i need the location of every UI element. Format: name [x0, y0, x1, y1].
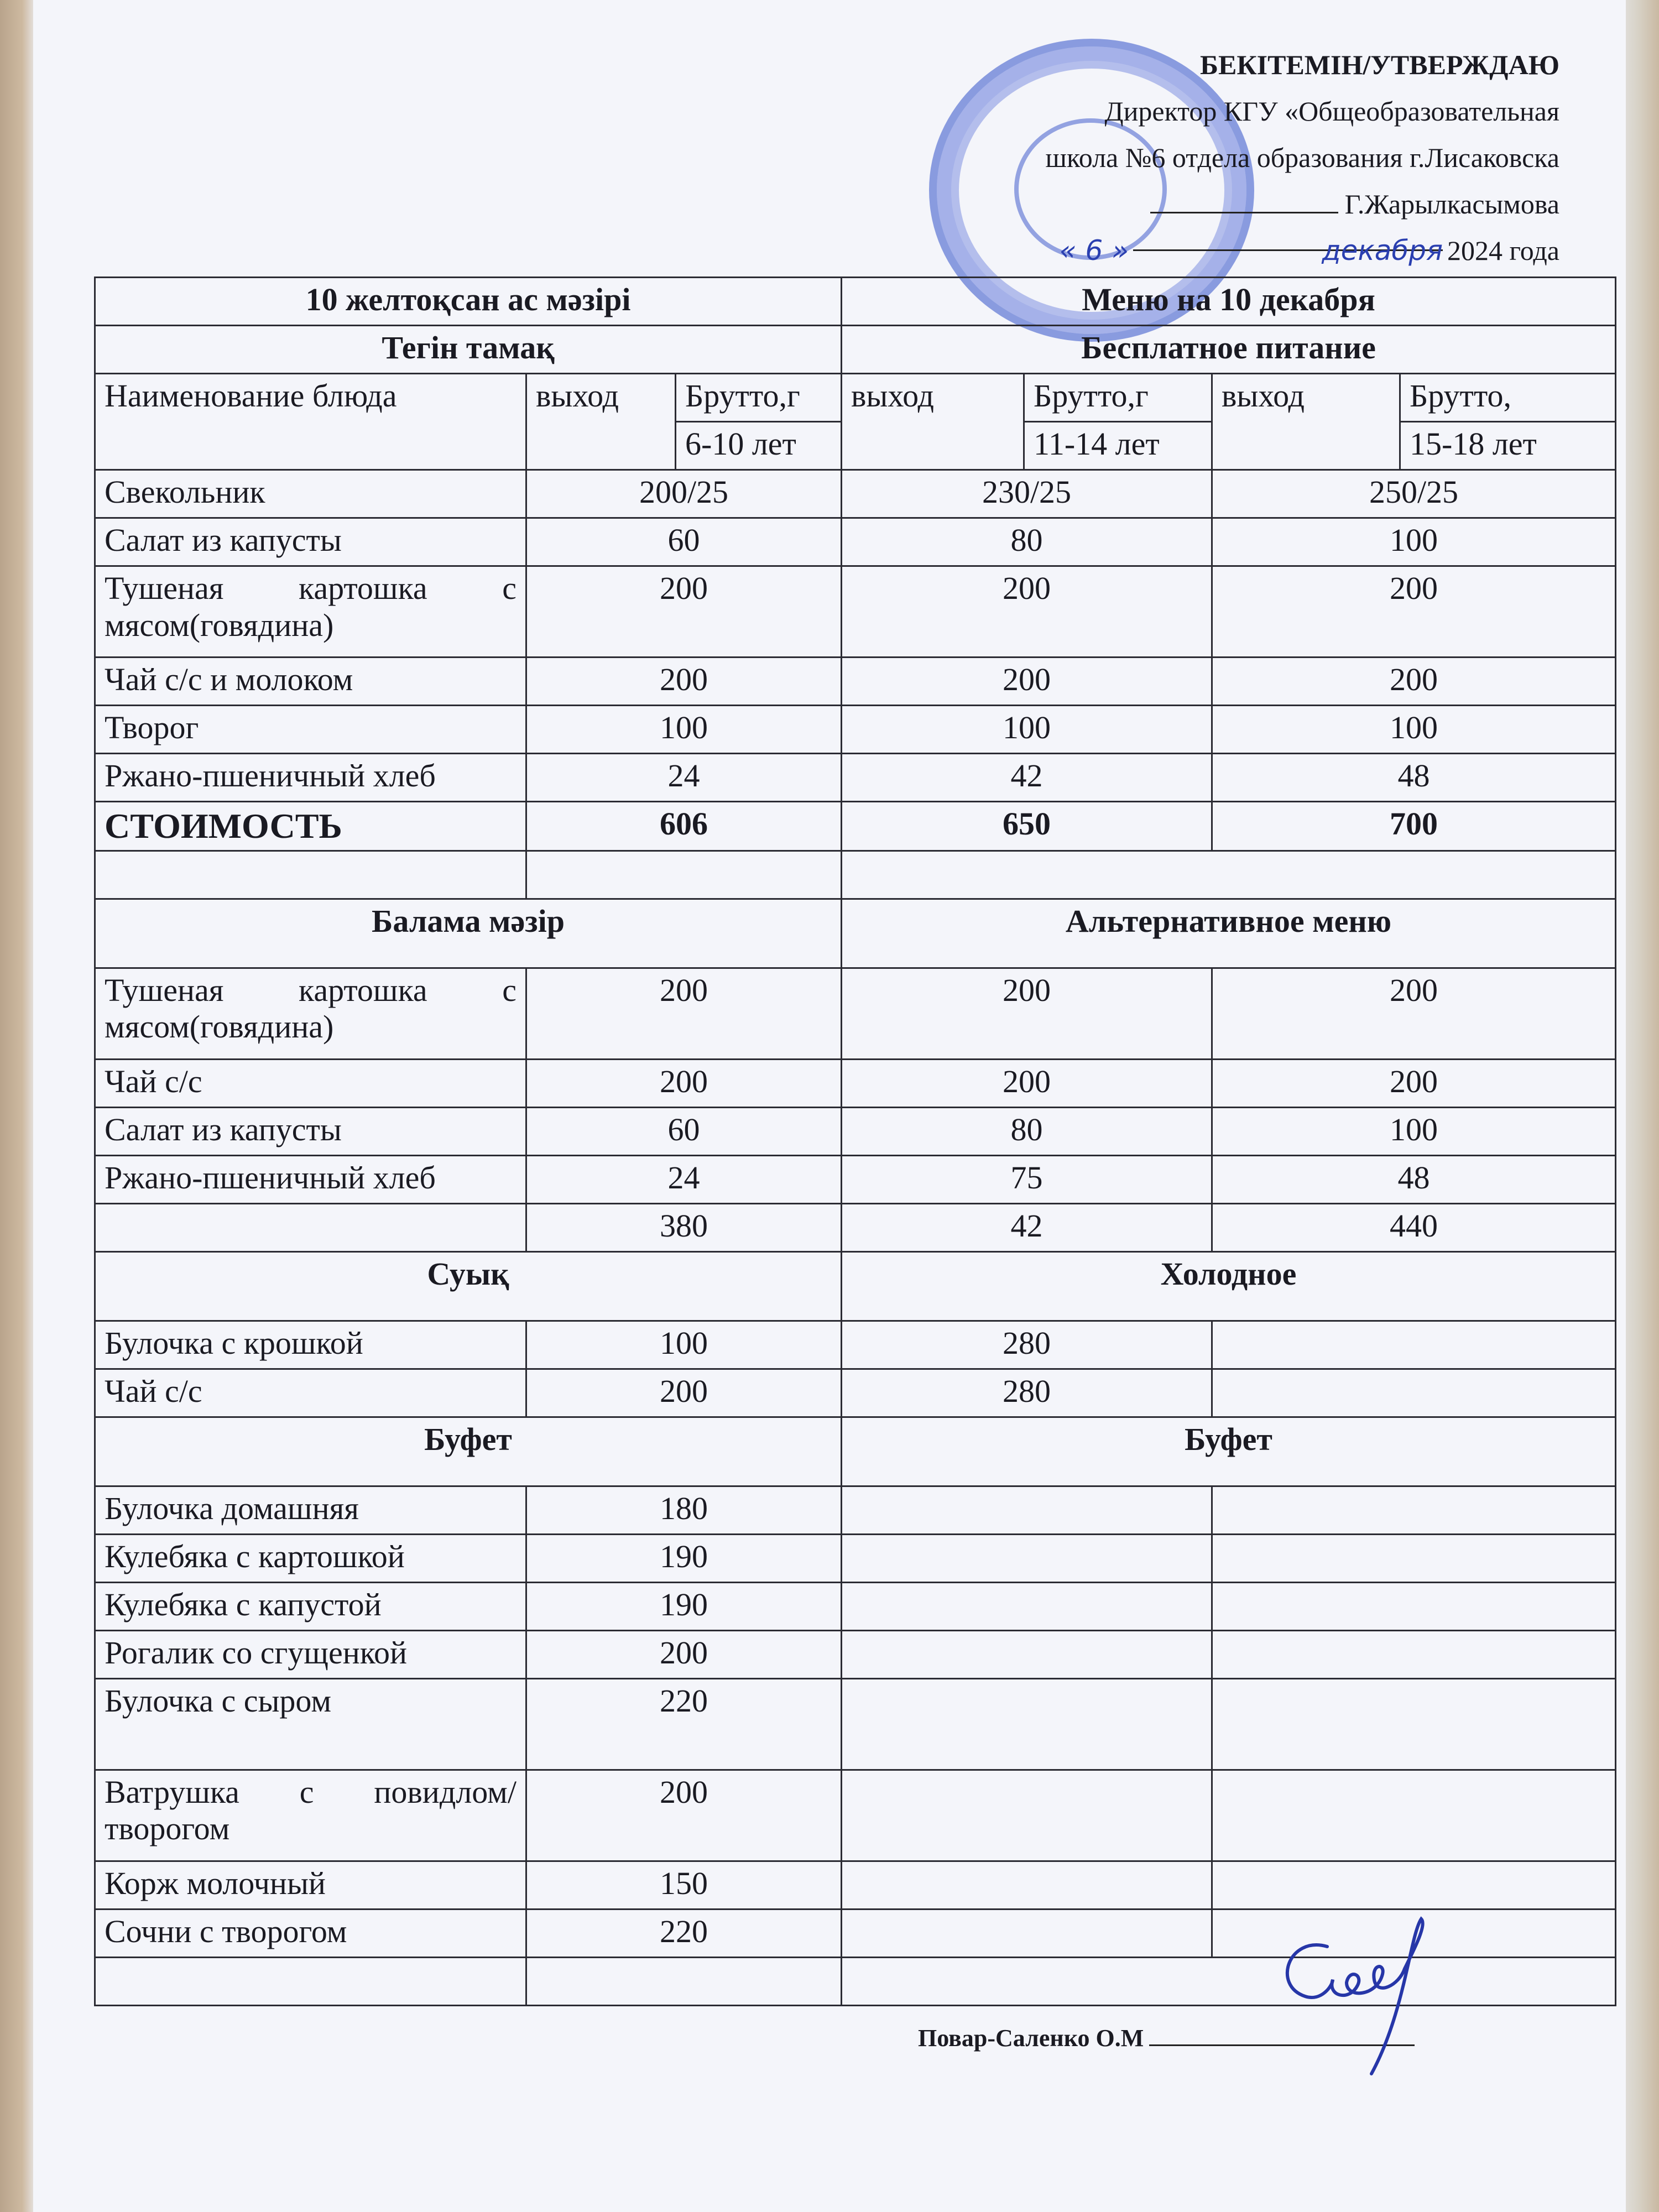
ru-free-meal: Бесплатное питание: [842, 326, 1616, 374]
empty-cell: [1212, 1678, 1616, 1770]
table-row: [95, 470, 1616, 518]
approval-block: [841, 41, 1559, 274]
table-row: [95, 1582, 1616, 1630]
buffet-ru: Буфет: [842, 1417, 1616, 1486]
col-dish-name: Наименование блюда: [95, 374, 526, 470]
empty-cell: [95, 851, 526, 899]
dish-name: Сочни с творогом: [95, 1909, 526, 1957]
portion: 180: [526, 1486, 842, 1534]
dish-name: Рогалик со сгущенкой: [95, 1630, 526, 1678]
col-brutto-1: Брутто,г: [676, 374, 842, 422]
date-year: 2024 года: [1447, 235, 1559, 266]
portion-11-14: 280: [842, 1321, 1212, 1369]
portion-11-14: 280: [842, 1369, 1212, 1417]
table-row: [95, 1678, 1616, 1770]
dish-name: Тушеная картошка с мясом(говядина): [95, 968, 526, 1059]
alt-menu-header-row: [95, 899, 1616, 968]
alt-total-11-14: 42: [842, 1203, 1212, 1251]
date-month: декабря: [1133, 227, 1443, 251]
menu-table: [94, 276, 1616, 2006]
empty-cell: [1212, 1582, 1616, 1630]
table-row: [95, 1486, 1616, 1534]
empty-cell: [842, 1630, 1212, 1678]
portion-6-10: 200: [526, 658, 842, 706]
portion-11-14: 80: [842, 518, 1212, 566]
empty-cell: [1212, 1486, 1616, 1534]
portion: 220: [526, 1678, 842, 1770]
dish-name: Творог: [95, 706, 526, 754]
age-6-10: 6-10 лет: [676, 422, 842, 470]
portion-11-14: 200: [842, 658, 1212, 706]
cost-row: [95, 802, 1616, 851]
portion-15-18: 200: [1212, 566, 1616, 658]
cold-ru: Холодное: [842, 1251, 1616, 1321]
empty-row: [95, 851, 1616, 899]
table-row: [95, 1630, 1616, 1678]
dish-name: Чай с/с: [95, 1369, 526, 1417]
dish-name: Тушеная картошка с мясом(говядина): [95, 566, 526, 658]
empty-cell: [842, 1678, 1212, 1770]
cook-name: Повар-Саленко О.М: [918, 2025, 1144, 2052]
portion-6-10: 100: [526, 706, 842, 754]
dish-name: Булочка с крошкой: [95, 1321, 526, 1369]
col-brutto-3: Брутто,: [1400, 374, 1616, 422]
alt-menu-ru: Альтернативное меню: [842, 899, 1616, 968]
alt-total-15-18: 440: [1212, 1203, 1616, 1251]
alt-menu-kz: Балама мәзір: [95, 899, 842, 968]
approval-line-1: Директор КГУ «Общеобразовательная: [1104, 96, 1559, 127]
approval-date-line: [841, 227, 1559, 274]
portion-11-14: 200: [842, 968, 1212, 1059]
buffet-header-row: [95, 1417, 1616, 1486]
cold-kz: Суық: [95, 1251, 842, 1321]
empty-cell: [526, 1957, 842, 2005]
portion-6-10: 24: [526, 754, 842, 802]
table-row: [95, 566, 1616, 658]
empty-cell: [95, 1957, 526, 2005]
portion-6-10: 60: [526, 1107, 842, 1155]
col-out-3: выход: [1212, 374, 1400, 470]
portion-6-10: 200: [526, 1059, 842, 1107]
portion-11-14: 200: [842, 1059, 1212, 1107]
dish-name: Ржано-пшеничный хлеб: [95, 1155, 526, 1203]
dish-name: Булочка домашняя: [95, 1486, 526, 1534]
empty-cell: [842, 1770, 1212, 1861]
empty-cell: [1212, 1369, 1616, 1417]
menu-title-row: [95, 278, 1616, 326]
portion-11-14: 200: [842, 566, 1212, 658]
table-row: [95, 1059, 1616, 1107]
portion-15-18: 200: [1212, 658, 1616, 706]
portion-15-18: 200: [1212, 968, 1616, 1059]
portion-15-18: 48: [1212, 1155, 1616, 1203]
portion-6-10: 100: [526, 1321, 842, 1369]
portion-15-18: 250/25: [1212, 470, 1616, 518]
age-15-18: 15-18 лет: [1400, 422, 1616, 470]
approval-title: БЕКІТЕМІН/УТВЕРЖДАЮ: [1199, 49, 1559, 80]
director-signature-line: [1150, 190, 1338, 213]
column-header-row: [95, 374, 1616, 422]
portion-11-14: 42: [842, 754, 1212, 802]
col-out-1: выход: [526, 374, 676, 470]
portion: 200: [526, 1770, 842, 1861]
dish-name: Ржано-пшеничный хлеб: [95, 754, 526, 802]
portion: 190: [526, 1582, 842, 1630]
dish-name: Корж молочный: [95, 1861, 526, 1909]
portion-11-14: 80: [842, 1107, 1212, 1155]
empty-cell: [842, 1534, 1212, 1582]
portion-15-18: 48: [1212, 754, 1616, 802]
empty-cell: [842, 1957, 1616, 2005]
portion-6-10: 200: [526, 1369, 842, 1417]
portion-11-14: 75: [842, 1155, 1212, 1203]
portion-6-10: 200/25: [526, 470, 842, 518]
table-row: [95, 658, 1616, 706]
dish-name: Булочка с сыром: [95, 1678, 526, 1770]
portion-6-10: 60: [526, 518, 842, 566]
col-out-2: выход: [842, 374, 1024, 470]
portion-15-18: 200: [1212, 1059, 1616, 1107]
empty-cell: [842, 1486, 1212, 1534]
dish-name: Чай с/с и молоком: [95, 658, 526, 706]
dish-name: Салат из капусты: [95, 518, 526, 566]
cost-6-10: 606: [526, 802, 842, 851]
age-11-14: 11-14 лет: [1024, 422, 1212, 470]
portion-15-18: 100: [1212, 1107, 1616, 1155]
dish-name: Кулебяка с картошкой: [95, 1534, 526, 1582]
dish-name: Ватрушка с повидлом/творогом: [95, 1770, 526, 1861]
cook-handwritten-signature: [1239, 1902, 1460, 2090]
approval-director-line: [841, 181, 1559, 227]
table-row: [95, 1770, 1616, 1861]
portion-6-10: 200: [526, 968, 842, 1059]
cold-header-row: [95, 1251, 1616, 1321]
table-row: [95, 1321, 1616, 1369]
portion-15-18: 100: [1212, 518, 1616, 566]
portion-6-10: 24: [526, 1155, 842, 1203]
portion: 200: [526, 1630, 842, 1678]
kz-title: 10 желтоқсан ас мәзірі: [95, 278, 842, 326]
empty-cell: [1212, 1534, 1616, 1582]
table-row: [95, 968, 1616, 1059]
table-row: [95, 754, 1616, 802]
portion: 150: [526, 1861, 842, 1909]
empty-cell: [1212, 1770, 1616, 1861]
dish-name: Чай с/с: [95, 1059, 526, 1107]
table-row: [95, 1369, 1616, 1417]
ru-title: Меню на 10 декабря: [842, 278, 1616, 326]
portion-11-14: 230/25: [842, 470, 1212, 518]
dish-name: Салат из капусты: [95, 1107, 526, 1155]
date-day: « 6 »: [1059, 234, 1129, 267]
alt-total-row: [95, 1203, 1616, 1251]
table-row: [95, 1107, 1616, 1155]
kz-free-meal: Тегін тамақ: [95, 326, 842, 374]
table-row: [95, 706, 1616, 754]
portion-11-14: 100: [842, 706, 1212, 754]
empty-cell: [842, 851, 1616, 899]
empty-cell: [842, 1861, 1212, 1909]
cost-label: СТОИМОСТЬ: [95, 802, 526, 851]
dish-name: Кулебяка с капустой: [95, 1582, 526, 1630]
portion-15-18: 100: [1212, 706, 1616, 754]
alt-total-6-10: 380: [526, 1203, 842, 1251]
table-row: [95, 1155, 1616, 1203]
director-name: Г.Жарылкасымова: [1344, 189, 1559, 220]
portion: 190: [526, 1534, 842, 1582]
table-row: [95, 1534, 1616, 1582]
empty-cell: [526, 851, 842, 899]
portion: 220: [526, 1909, 842, 1957]
empty-cell: [95, 1203, 526, 1251]
empty-cell: [842, 1909, 1212, 1957]
cost-15-18: 700: [1212, 802, 1616, 851]
table-row: [95, 518, 1616, 566]
cost-11-14: 650: [842, 802, 1212, 851]
col-brutto-2: Брутто,г: [1024, 374, 1212, 422]
approval-line-2: школа №6 отдела образования г.Лисаковска: [1045, 142, 1559, 173]
dish-name: Свекольник: [95, 470, 526, 518]
empty-cell: [1212, 1321, 1616, 1369]
buffet-kz: Буфет: [95, 1417, 842, 1486]
portion-6-10: 200: [526, 566, 842, 658]
free-meal-row: [95, 326, 1616, 374]
empty-cell: [1212, 1630, 1616, 1678]
empty-cell: [842, 1582, 1212, 1630]
